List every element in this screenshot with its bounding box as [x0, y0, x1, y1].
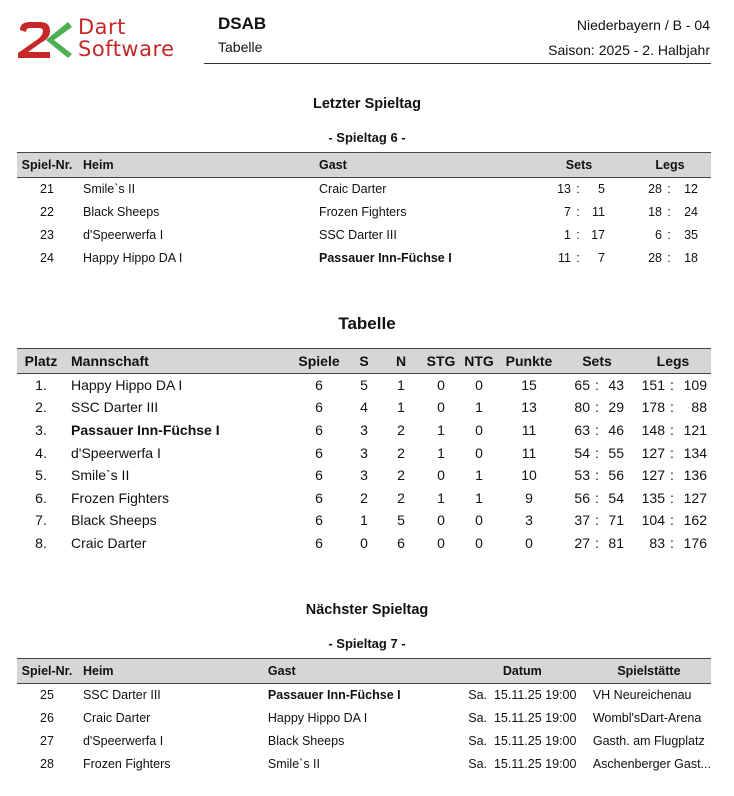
- rank: 6.: [35, 489, 47, 506]
- score-separator: :: [595, 377, 599, 394]
- col-header-home: Heim: [77, 659, 268, 684]
- sets-record-a: 63: [574, 421, 590, 438]
- match-date: Sa. 15.11.25 19:00: [468, 711, 577, 725]
- legs-record: [635, 464, 711, 487]
- team-name: d'Speerwerfa I: [71, 444, 161, 461]
- col-header-games: Spiele: [289, 349, 349, 374]
- table-row: [17, 441, 711, 464]
- wins: 0: [360, 534, 368, 551]
- home-team: Happy Hippo DA I: [83, 251, 183, 265]
- home-team: SSC Darter III: [82, 688, 161, 703]
- wins: 3: [360, 444, 368, 461]
- match-number: 28: [40, 757, 54, 771]
- stg: 0: [437, 399, 445, 416]
- rank: 8.: [35, 534, 47, 551]
- legs-score: [629, 178, 711, 201]
- legs-score-b: 12: [684, 182, 698, 197]
- legs-record-a: 151: [641, 377, 665, 394]
- points: 0: [525, 534, 533, 551]
- guest-team: Frozen Fighters: [319, 205, 407, 219]
- stg: 1: [437, 489, 445, 506]
- score-separator: :: [667, 205, 671, 219]
- score-separator: :: [670, 377, 674, 394]
- table-row: [17, 374, 711, 397]
- sets-score: [529, 247, 629, 270]
- score-separator: :: [670, 444, 674, 461]
- table-row: [17, 247, 711, 270]
- score-separator: :: [595, 534, 599, 551]
- rank: 2.: [35, 399, 47, 416]
- score-separator: :: [595, 467, 599, 484]
- sets-record-a: 27: [574, 534, 590, 551]
- score-separator: :: [595, 399, 599, 416]
- legs-record: [635, 419, 711, 442]
- sets-record-b: 71: [608, 512, 624, 529]
- legs-score: [629, 201, 711, 224]
- rank: 7.: [35, 512, 47, 529]
- league-label: Niederbayern / B - 04: [576, 17, 710, 33]
- games-played: 6: [315, 534, 323, 551]
- stg: 1: [437, 421, 445, 438]
- table-row: [17, 684, 711, 707]
- score-separator: :: [595, 512, 599, 529]
- col-header-venue: Spielstätte: [587, 659, 711, 684]
- table-row: [17, 419, 711, 442]
- stg: 0: [437, 377, 445, 394]
- col-header-n: N: [379, 349, 423, 374]
- col-header-rank: Platz: [17, 349, 65, 374]
- legs-record-b: 176: [683, 534, 707, 551]
- rank: 3.: [35, 421, 47, 438]
- home-team: Smile`s II: [83, 182, 136, 197]
- team-name: Frozen Fighters: [71, 489, 170, 506]
- col-header-s: S: [349, 349, 379, 374]
- legs-record-a: 104: [641, 512, 665, 529]
- sets-score-b: 11: [592, 205, 605, 219]
- col-header-ntg: NTG: [459, 349, 499, 374]
- team-name: SSC Darter III: [71, 399, 159, 416]
- points: 13: [521, 399, 537, 416]
- last-round-subheading: - Spieltag 6 -: [328, 130, 406, 145]
- games-played: 6: [315, 399, 323, 416]
- legs-record: [635, 509, 711, 532]
- legs-record-a: 127: [641, 444, 665, 461]
- points: 3: [525, 512, 533, 529]
- legs-record-b: 136: [683, 467, 707, 484]
- last-round-table: [17, 152, 711, 270]
- rank: 1.: [35, 377, 47, 394]
- team-name: Smile`s II: [71, 467, 130, 484]
- wins: 1: [360, 512, 368, 529]
- col-header-legs: Legs: [635, 349, 711, 374]
- legs-record: [635, 486, 711, 509]
- legs-score-a: 6: [655, 228, 662, 242]
- stg: 0: [437, 467, 445, 484]
- table-row: [17, 224, 711, 247]
- logo-mark-icon: [16, 18, 74, 62]
- table-row: [17, 532, 711, 555]
- losses: 2: [397, 467, 405, 484]
- legs-record: [635, 532, 711, 555]
- next-round-subheading: - Spieltag 7 -: [328, 636, 406, 651]
- guest-team: Smile`s II: [267, 757, 320, 771]
- score-separator: :: [667, 251, 671, 265]
- legs-score-b: 24: [684, 205, 698, 219]
- legs-score-a: 28: [648, 182, 662, 197]
- logo-text-line1: Dart: [78, 15, 126, 39]
- guest-team: Passauer Inn-Füchse I: [319, 251, 452, 265]
- legs-record-a: 83: [649, 534, 665, 551]
- table-header-row: [17, 349, 711, 374]
- legs-record-a: 127: [641, 467, 665, 484]
- venue: VH Neureichenau: [592, 688, 692, 703]
- legs-record-b: 162: [683, 512, 707, 529]
- score-separator: :: [595, 489, 599, 506]
- legs-record-b: 121: [683, 421, 707, 438]
- losses: 1: [397, 377, 405, 394]
- venue: Gasth. am Flugplatz: [592, 734, 705, 748]
- rank: 5.: [35, 467, 47, 484]
- points: 11: [521, 444, 537, 461]
- games-played: 6: [315, 377, 323, 394]
- match-date: Sa. 15.11.25 19:00: [468, 734, 577, 748]
- wins: 5: [360, 377, 368, 394]
- col-header-team: Mannschaft: [65, 349, 289, 374]
- sets-score-a: 1: [564, 228, 571, 242]
- next-round-heading: Nächster Spieltag: [305, 602, 429, 618]
- sets-record-b: 29: [608, 399, 624, 416]
- sets-record: [559, 486, 635, 509]
- sets-score-a: 13: [557, 182, 571, 197]
- match-date: Sa. 15.11.25 19:00: [468, 757, 577, 771]
- score-separator: :: [576, 251, 580, 265]
- col-header-points: Punkte: [499, 349, 559, 374]
- table-row: [17, 486, 711, 509]
- home-team: Frozen Fighters: [82, 757, 171, 771]
- score-separator: :: [670, 421, 674, 438]
- games-played: 6: [315, 512, 323, 529]
- sets-score: [529, 201, 629, 224]
- score-separator: :: [670, 399, 674, 416]
- losses: 2: [397, 421, 405, 438]
- col-header-home: Heim: [77, 153, 319, 178]
- sets-record-b: 46: [608, 421, 624, 438]
- sets-score: [529, 178, 629, 201]
- legs-record-b: 134: [683, 444, 707, 461]
- table-row: [17, 707, 711, 730]
- match-number: 25: [40, 688, 54, 703]
- legs-record-b: 109: [683, 377, 707, 394]
- games-played: 6: [315, 467, 323, 484]
- points: 10: [521, 467, 537, 484]
- table-row: [17, 753, 711, 776]
- col-header-stg: STG: [423, 349, 459, 374]
- home-team: d'Speerwerfa I: [83, 228, 164, 242]
- table-row: [17, 178, 711, 201]
- sets-record: [559, 374, 635, 397]
- games-played: 6: [315, 489, 323, 506]
- sets-score: [529, 224, 629, 247]
- rank: 4.: [35, 444, 47, 461]
- col-header-guest: Gast: [268, 659, 458, 684]
- standings-table: [17, 348, 711, 554]
- legs-score-a: 28: [648, 251, 662, 265]
- guest-team: Passauer Inn-Füchse I: [267, 688, 401, 703]
- sets-score-a: 11: [558, 251, 571, 265]
- sets-record-a: 53: [574, 467, 590, 484]
- ntg: 0: [475, 534, 483, 551]
- next-round-table: [17, 658, 711, 776]
- table-header-row: [17, 659, 711, 684]
- sets-record-a: 65: [574, 377, 590, 394]
- score-separator: :: [670, 467, 674, 484]
- games-played: 6: [315, 421, 323, 438]
- col-header-guest: Gast: [319, 153, 529, 178]
- losses: 1: [397, 399, 405, 416]
- score-separator: :: [670, 512, 674, 529]
- wins: 2: [360, 489, 368, 506]
- dart-software-logo: [16, 15, 206, 62]
- ntg: 0: [475, 421, 483, 438]
- score-separator: :: [667, 228, 671, 242]
- sets-score-b: 17: [591, 228, 605, 242]
- legs-score-a: 18: [648, 205, 662, 219]
- logo-text-line2: Software: [78, 37, 175, 61]
- score-separator: :: [595, 444, 599, 461]
- legs-record-a: 135: [641, 489, 665, 506]
- guest-team: Craic Darter: [319, 182, 387, 197]
- sets-record-b: 81: [608, 534, 624, 551]
- score-separator: :: [576, 228, 580, 242]
- col-header-sets: Sets: [559, 349, 635, 374]
- table-row: [17, 396, 711, 419]
- legs-record: [635, 396, 711, 419]
- col-header-nr: Spiel-Nr.: [17, 659, 77, 684]
- home-team: Black Sheeps: [83, 205, 160, 219]
- sets-record-b: 54: [608, 489, 624, 506]
- score-separator: :: [670, 489, 674, 506]
- sets-record: [559, 441, 635, 464]
- home-team: d'Speerwerfa I: [82, 734, 164, 748]
- losses: 6: [397, 534, 405, 551]
- match-number: 23: [40, 228, 54, 242]
- losses: 5: [397, 512, 405, 529]
- legs-score-b: 35: [684, 228, 698, 242]
- sets-record-b: 55: [608, 444, 624, 461]
- games-played: 6: [315, 444, 323, 461]
- sets-record: [559, 419, 635, 442]
- legs-record: [635, 441, 711, 464]
- points: 11: [521, 421, 537, 438]
- sets-score-b: 7: [598, 251, 605, 265]
- match-number: 21: [40, 182, 54, 197]
- score-separator: :: [576, 205, 580, 219]
- legs-score: [629, 247, 711, 270]
- team-name: Happy Hippo DA I: [71, 377, 183, 394]
- guest-team: SSC Darter III: [319, 228, 397, 242]
- table-header-row: [17, 153, 711, 178]
- match-number: 27: [40, 734, 54, 748]
- table-row: [17, 201, 711, 224]
- table-row: [17, 464, 711, 487]
- legs-record-a: 178: [641, 399, 665, 416]
- page-title: DSAB: [218, 14, 267, 33]
- col-header-sets: Sets: [529, 153, 629, 178]
- season-label: Saison: 2025 - 2. Halbjahr: [548, 42, 710, 58]
- home-team: Craic Darter: [82, 711, 151, 725]
- logo-text: [78, 16, 175, 60]
- standings-heading: Tabelle: [338, 314, 396, 333]
- sets-record-a: 80: [574, 399, 590, 416]
- legs-score-b: 18: [684, 251, 698, 265]
- legs-record-a: 148: [641, 421, 665, 438]
- team-name: Craic Darter: [71, 534, 147, 551]
- score-separator: :: [595, 421, 599, 438]
- sets-record-a: 56: [574, 489, 590, 506]
- guest-team: Happy Hippo DA I: [267, 711, 368, 725]
- ntg: 0: [475, 377, 483, 394]
- sets-record: [559, 396, 635, 419]
- legs-record-b: 88: [691, 399, 707, 416]
- col-header-legs: Legs: [629, 153, 711, 178]
- score-separator: :: [667, 182, 671, 197]
- match-number: 22: [40, 205, 54, 219]
- stg: 0: [437, 512, 445, 529]
- losses: 2: [397, 489, 405, 506]
- ntg: 1: [475, 399, 483, 416]
- wins: 3: [360, 467, 368, 484]
- sets-record: [559, 464, 635, 487]
- legs-score: [629, 224, 711, 247]
- wins: 3: [360, 421, 368, 438]
- col-header-date: Datum: [458, 659, 587, 684]
- sets-score-a: 7: [564, 205, 571, 219]
- venue: Wombl'sDart-Arena: [592, 711, 702, 725]
- ntg: 1: [475, 467, 483, 484]
- ntg: 0: [475, 444, 483, 461]
- team-name: Black Sheeps: [71, 512, 157, 529]
- sets-record-b: 43: [608, 377, 624, 394]
- table-row: [17, 730, 711, 753]
- losses: 2: [397, 444, 405, 461]
- team-name: Passauer Inn-Füchse I: [71, 421, 220, 438]
- table-row: [17, 509, 711, 532]
- score-separator: :: [576, 182, 580, 197]
- score-separator: :: [670, 534, 674, 551]
- sets-record: [559, 532, 635, 555]
- col-header-nr: Spiel-Nr.: [17, 153, 77, 178]
- stg: 1: [437, 444, 445, 461]
- sets-record-a: 37: [574, 512, 590, 529]
- sets-score-b: 5: [598, 182, 605, 197]
- sets-record-b: 56: [608, 467, 624, 484]
- match-number: 26: [40, 711, 54, 725]
- venue: Aschenberger Gast...: [592, 757, 711, 771]
- page-subtitle: Tabelle: [218, 39, 263, 55]
- match-date: Sa. 15.11.25 19:00: [468, 688, 577, 703]
- stg: 0: [437, 534, 445, 551]
- header-divider: [204, 63, 711, 64]
- legs-record-b: 127: [683, 489, 707, 506]
- sets-record: [559, 509, 635, 532]
- guest-team: Black Sheeps: [267, 734, 345, 748]
- legs-record: [635, 374, 711, 397]
- wins: 4: [360, 399, 368, 416]
- sets-record-a: 54: [574, 444, 590, 461]
- last-round-heading: Letzter Spieltag: [313, 96, 421, 112]
- match-number: 24: [40, 251, 54, 265]
- points: 15: [521, 377, 537, 394]
- points: 9: [525, 489, 533, 506]
- ntg: 0: [475, 512, 483, 529]
- ntg: 1: [475, 489, 483, 506]
